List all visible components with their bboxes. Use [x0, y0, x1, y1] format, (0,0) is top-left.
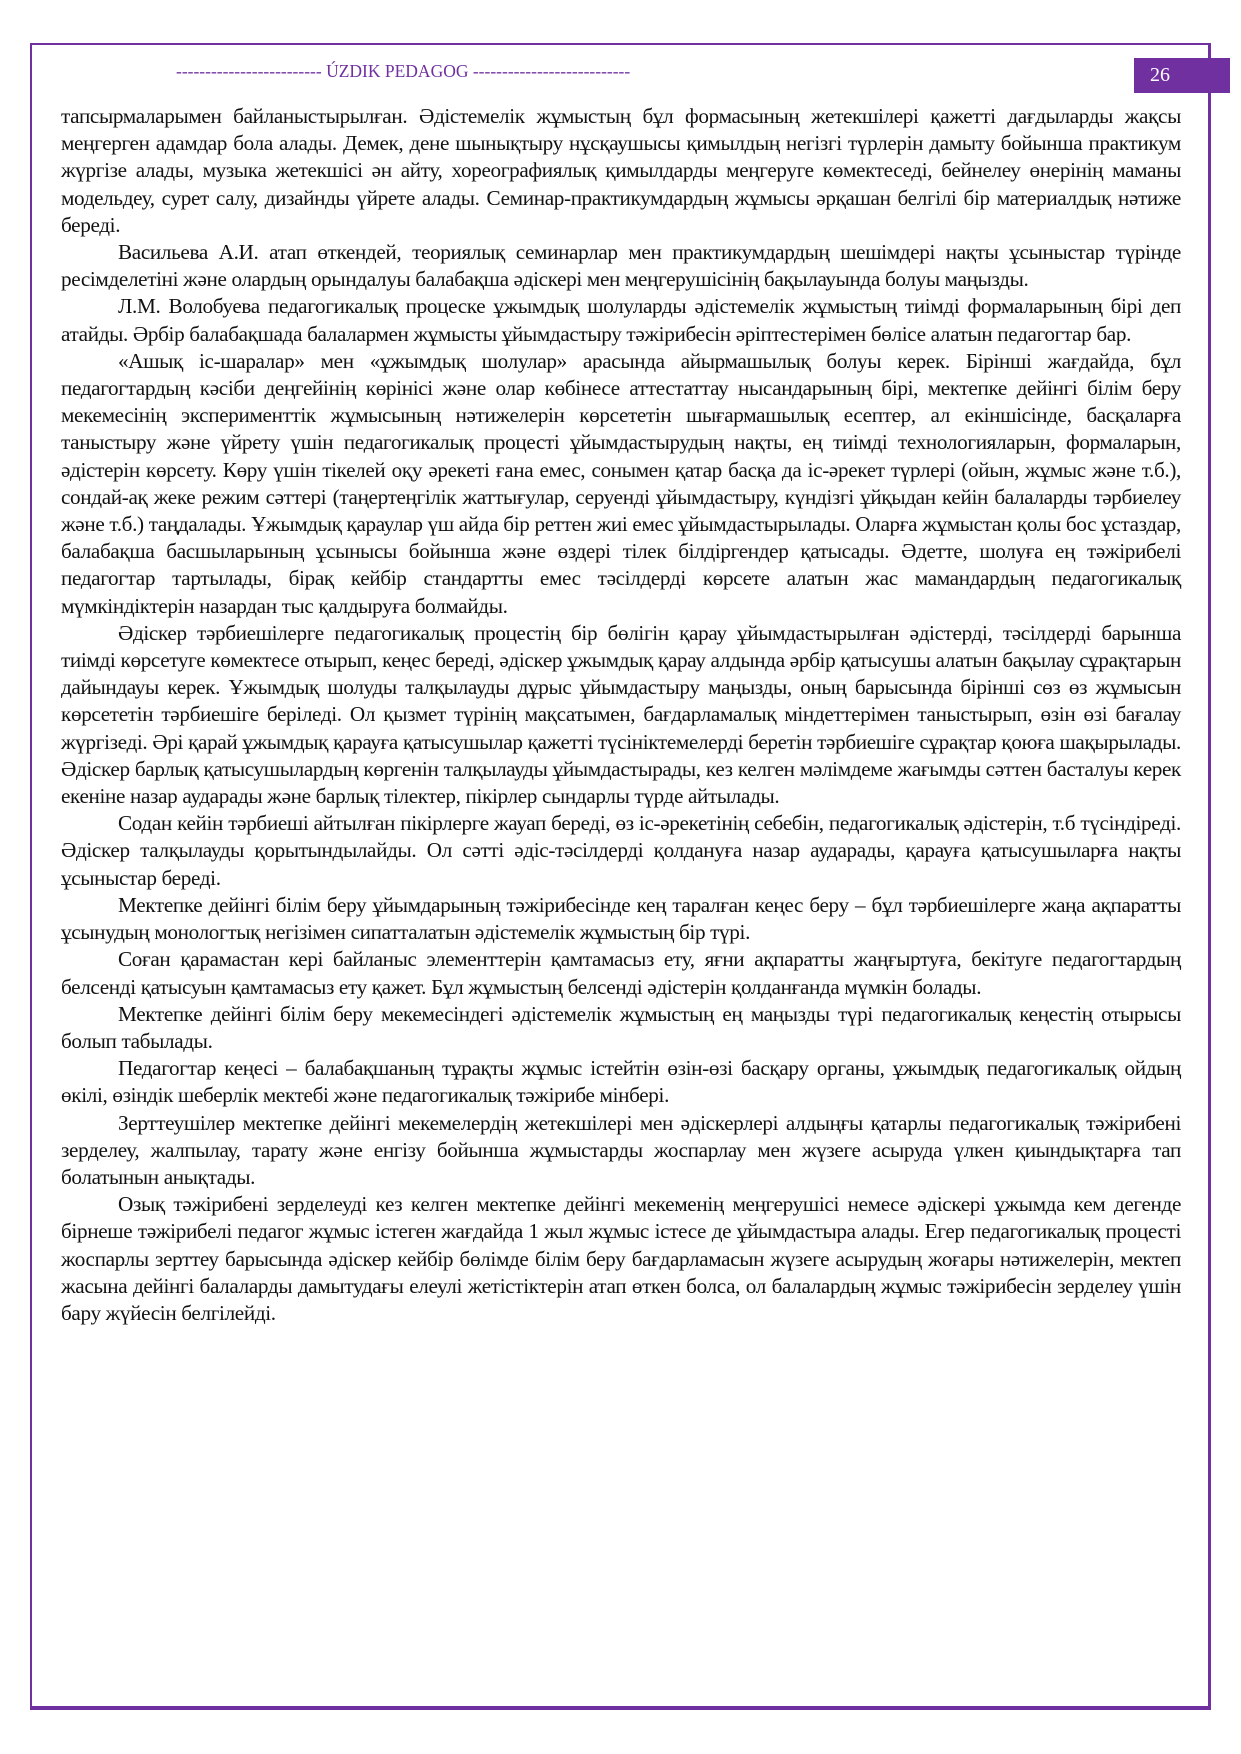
paragraph: Әдіскер тәрбиешілерге педагогикалық процестің бір бөлігін қарау ұйымдастырылған әдістерді, тәсілдерді барынша тиімді көрсетуге көмектесе отырып, кеңес береді, әдіскер ұжымдық қарау алдында әрбір қатысушы алатын бақылау сұрақтарын дайындауы керек. Ұжымдық шолуды талқылауды дұрыс ұйымдастыру маңызды, оның барысында бірінші сөз өз жұмысын көрсететін тәрбиешіге беріледі. Ол қызмет түрінің мақсатымен, бағдарламалық міндеттерімен таныстырып, өзін өзі бағалау жүргізеді. Әрі қарай ұжымдық қарауға қатысушылар қажетті түсініктемелерді беретін тәрбиешіге сұрақтар қоюға шақырылады. Әдіскер барлық қатысушылардың көргенін талқылауды ұйымдастырады, кез келген мәлімдеме жағымды сәттен басталуы керек екеніне назар аударады және барлық тілектер, пікірлер сындарлы түрде айтылады. — [61, 620, 1181, 809]
paragraph: Соған қарамастан кері байланыс элементтерін қамтамасыз ету, яғни ақпаратты жаңғыртуға, бекітуге педагогтардың белсенді қатысуын қамтамасыз ету қажет. Бұл жұмыстың белсенді әдістерін қолданғанда мүмкін болады. — [61, 947, 1181, 999]
paragraph: «Ашық іс-шаралар» мен «ұжымдық шолулар» арасында айырмашылық болуы керек. Бірінші жағдайда, бұл педагогтардың кәсіби деңгейінің көрінісі және олар көбінесе аттестаттау нысандарының бірі, мектепке дейінгі білім беру мекемесінің эксперименттік жұмысының нәтижелерін көрсететін шығармашылық есептер, ал екіншісінде, басқаларға таныстыру және үйрету үшін педагогикалық процесті ұйымдастырудың нақты, ең тиімді технологияларын, формаларын, әдістерін көрсету. Көру үшін тікелей оқу әрекеті ғана емес, сонымен қатар басқа да іс-әрекет түрлері (ойын, жұмыс және т.б.), сондай-ақ жеке режим сәттері (таңертеңгілік жаттығулар, серуенді ұйымдастыру, күндізгі ұйқыдан кейін балаларды тәрбиелеу және т.б.) таңдалады. Ұжымдық қараулар үш айда бір реттен жиі емес ұйымдастырылады. Оларға жұмыстан қолы бос ұстаздар, балабақша басшыларының ұсынысы бойынша және өздері тілек білдіргендер қатысады. Әдетте, шолуға ең тәжірибелі педагогтар тартылады, бірақ кейбір стандартты емес тәсілдерді көрсете алатын жас мамандардың педагогикалық мүмкіндіктерін назардан тыс қалдыруға болмайды. — [61, 348, 1181, 618]
page-number: 26 — [1150, 64, 1170, 86]
running-header-title: ------------------------- ÚZDIK PEDAGOG --------------------------- — [176, 61, 631, 81]
paragraph: Васильева А.И. атап өткендей, теориялық семинарлар мен практикумдардың шешімдері нақты ұсыныстар түрінде ресімделетіні және олардың орындалуы балабақша әдіскері мен меңгерушісінің бақылауында болуы маңызды. — [61, 240, 1181, 292]
page-number-badge — [1134, 58, 1230, 93]
paragraph: Педагогтар кеңесі – балабақшаның тұрақты жұмыс істейтін өзін-өзі басқару органы, ұжымдық педагогикалық ойдың өкілі, өзіндік шеберлік мектебі және педагогикалық тәжірибе мінбері. — [61, 1056, 1181, 1108]
article-body — [61, 103, 1181, 1327]
paragraph: Мектепке дейінгі білім беру ұйымдарының тәжірибесінде кең таралған кеңес беру – бұл тәрбиешілерге жаңа ақпаратты ұсынудың монологтық негізімен сипатталатын әдістемелік жұмыстың бір түрі. — [61, 892, 1181, 945]
paragraph: Содан кейін тәрбиеші айтылған пікірлерге жауап береді, өз іс-әрекетінің себебін, педагогикалық әдістерін, т.б түсіндіреді. Әдіскер талқылауды қорытындылайды. Ол сәтті әдіс-тәсілдерді қолдануға назар аударады, қарауға қатысушыларға нақты ұсыныстар береді. — [61, 811, 1181, 890]
paragraph: Мектепке дейінгі білім беру мекемесіндегі әдістемелік жұмыстың ең маңызды түрі педагогикалық кеңестің отырысы болып табылады. — [61, 1001, 1181, 1053]
paragraph: Озық тәжірибені зерделеуді кез келген мектепке дейінгі мекеменің меңгерушісі немесе әдіскері ұжымда кем дегенде бірнеше тәжірибелі педагог жұмыс істеген жағдайда 1 жыл жұмыс істесе де ұйымдастыра алады. Егер педагогикалық процесті жоспарлы зерттеу барысында әдіскер кейбір бөлімде білім беру бағдарламасын жүзеге асырудың жоғары нәтижелерін, мектеп жасына дейінгі балаларды дамытудағы елеулі жетістіктерін атап өткен болса, ол балалардың жұмыс тәжірибесін зерделеу үшін бару жүйесін белгілейді. — [61, 1192, 1181, 1325]
paragraph: Зерттеушілер мектепке дейінгі мекемелердің жетекшілері мен әдіскерлері алдыңғы қатарлы педагогикалық тәжірибені зерделеу, жалпылау, тарату және енгізу бойынша жұмыстарды жоспарлау мен жүзеге асыруда үлкен қиындықтарға тап болатынын анықтады. — [61, 1110, 1181, 1189]
paragraph: тапсырмаларымен байланыстырылған. Әдістемелік жұмыстың бұл формасының жетекшілері қажетті дағдыларды жақсы меңгерген адамдар бола алады. Демек, дене шынықтыру нұсқаушысы қимылдың негізгі түрлерін дамыту бойынша практикум жүргізе алады, музыка жетекшісі ән айту, хореографиялық қимылдарды меңгеруге көмектеседі, бейнелеу өнерінің маманы модельдеу, сурет салу, дизайнды үйрете алады. Семинар-практикумдардың жұмысы әрқашан белгілі бір материалдық нәтиже береді. — [61, 104, 1181, 237]
paragraph: Л.М. Волобуева педагогикалық процеске ұжымдық шолуларды әдістемелік жұмыстың тиімді формаларының бірі деп атайды. Әрбір балабақшада балалармен жұмысты ұйымдастыру тәжірибесін әріптестерімен бөлісе алатын педагогтар бар. — [61, 294, 1181, 346]
